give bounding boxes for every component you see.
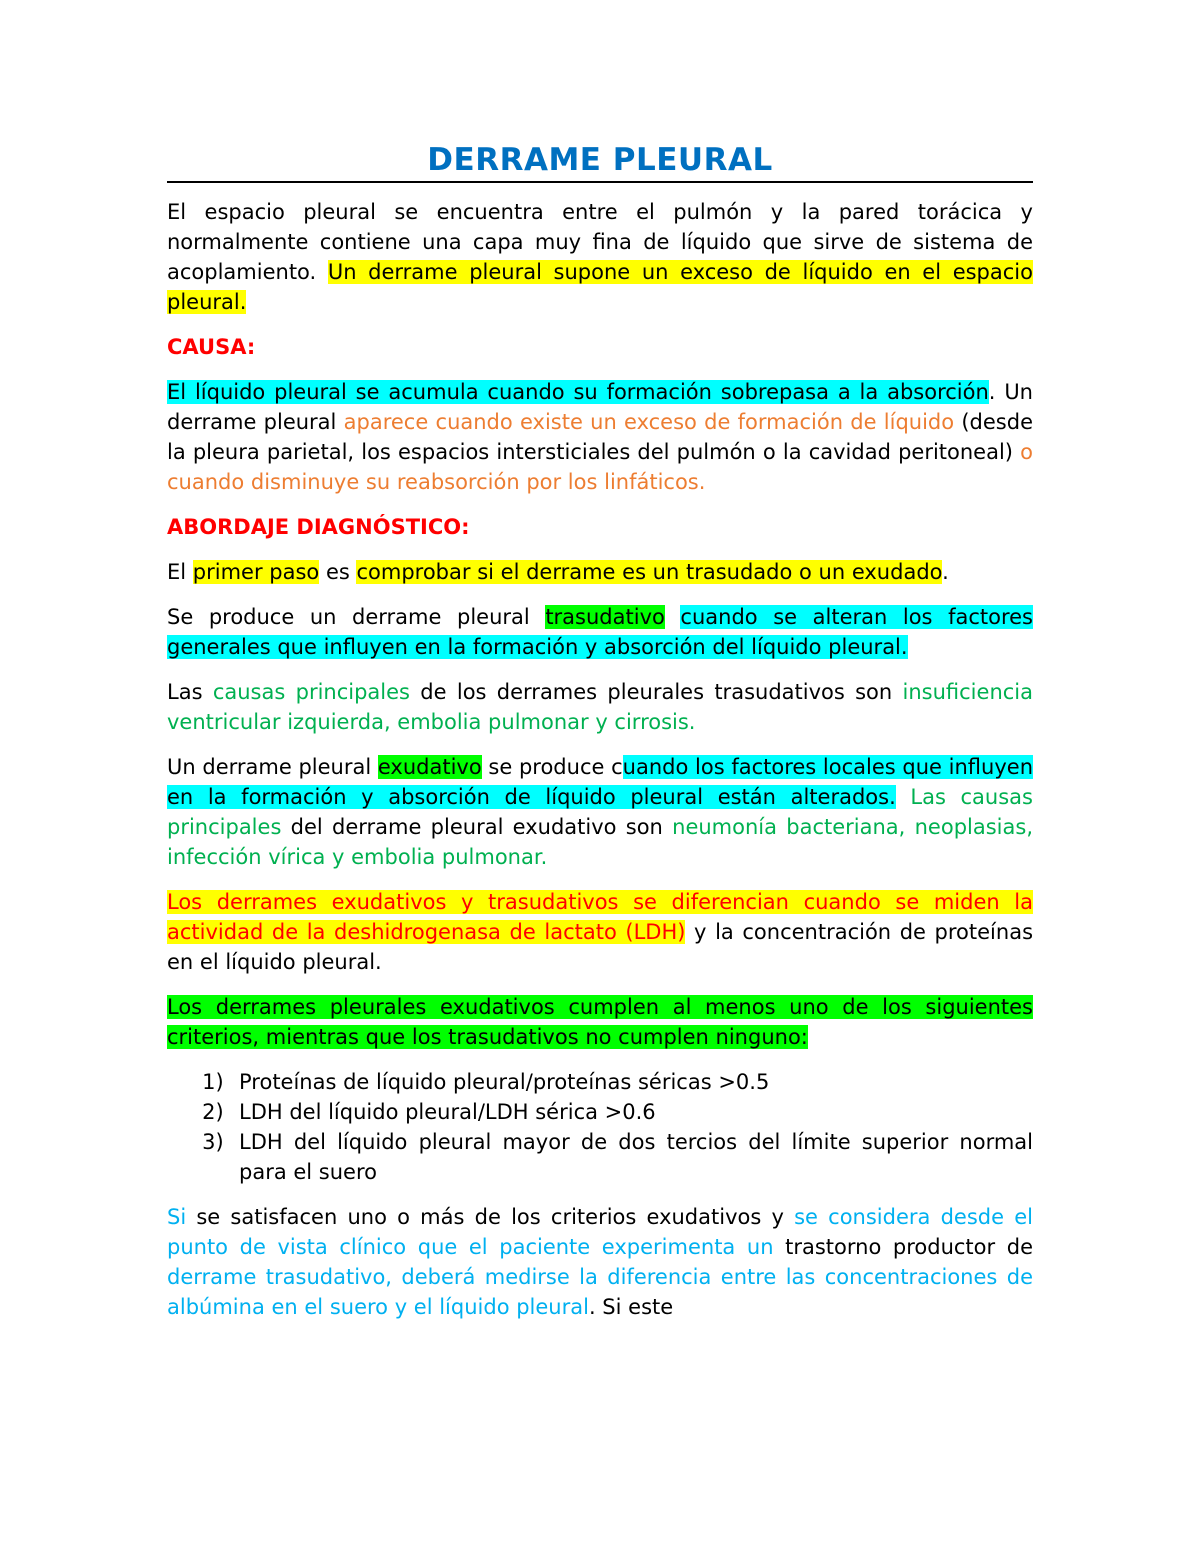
primer-text-1: El: [167, 560, 193, 584]
heading-causa: CAUSA:: [167, 335, 256, 359]
exudativo-space: [896, 785, 911, 809]
albumina-text-1: se satisfacen uno o más de los criterios exudativos y: [186, 1205, 795, 1229]
paragraph-causa: [167, 377, 1033, 497]
paragraph-albumina: [167, 1202, 1033, 1322]
list-item: 2. LDH del líquido pleural/LDH sérica >0.6: [237, 1097, 1033, 1127]
exudativo-text-1: Un derrame pleural: [167, 755, 378, 779]
paragraph-trasudativo: [167, 602, 1033, 662]
primer-text-2: es: [319, 560, 357, 584]
criterios-highlight: Los derrames pleurales exudativos cumplen al menos uno de los siguientes criterios, mientras que los trasudativos no cumplen ninguno:: [167, 995, 1033, 1049]
ldh-text: y la concentración de proteínas en el líquido pleural.: [167, 920, 1034, 974]
primer-text-3: .: [942, 560, 949, 584]
trasudativo-highlight: trasudativo: [545, 605, 665, 629]
document-title: DERRAME PLEURAL: [167, 140, 1033, 183]
paragraph-exudativo: [167, 752, 1033, 872]
intro-highlight: Un derrame pleural supone un exceso de líquido en el espacio pleural.: [167, 260, 1033, 314]
trasudativo-cyan: cuando se alteran los factores generales que influyen en la formación y absorción del líquido pleural.: [167, 605, 1033, 659]
paragraph-intro: [167, 197, 1033, 317]
albumina-blue-3: derrame trasudativo, deberá medirse la diferencia entre las concentraciones de albúmina en el suero y el líquido pleural: [167, 1265, 1033, 1319]
paragraph-ldh: [167, 887, 1033, 977]
paragraph-criterios: [167, 992, 1033, 1052]
causa-orange-2: o cuando disminuye su reabsorción por los linfáticos.: [167, 440, 1033, 494]
primer-highlight-1: primer paso: [192, 560, 320, 584]
exudativo-cyan: uando los factores locales que influyen en la formación y absorción de líquido pleural están alterados.: [167, 755, 1033, 809]
trasudativo-text-1: Se produce un derrame pleural: [167, 605, 546, 629]
causas-t-green-1: causas principales: [212, 680, 410, 704]
causas-t-text-2: de los derrames pleurales trasudativos son: [410, 680, 903, 704]
albumina-text-3: . Si este: [588, 1295, 674, 1319]
primer-highlight-2: comprobar si el derrame es un trasudado o un exudado: [356, 560, 943, 584]
exudativo-text-3: del derrame pleural exudativo son: [281, 815, 673, 839]
list-item: 3. LDH del líquido pleural mayor de dos tercios del límite superior normal para el suero: [237, 1127, 1033, 1187]
criteria-list: [167, 1067, 1033, 1187]
albumina-blue-2: se considera desde el punto de vista clínico que el paciente experimenta un: [167, 1205, 1033, 1259]
causa-highlight: El líquido pleural se acumula cuando su formación sobrepasa a la absorción: [167, 380, 989, 404]
exudativo-green-2: neumonía bacteriana, neoplasias, infección vírica y embolia pulmonar.: [167, 815, 1033, 869]
albumina-text-2: trastorno productor de: [773, 1235, 1033, 1259]
exudativo-text-2: se produce c: [481, 755, 623, 779]
list-item: 1. Proteínas de líquido pleural/proteínas séricas >0.5: [237, 1067, 1033, 1097]
exudativo-green-1: Las causas principales: [167, 785, 1033, 839]
causas-t-green-2: insuficiencia ventricular izquierda, embolia pulmonar y cirrosis.: [167, 680, 1033, 734]
ldh-highlight: Los derrames exudativos y trasudativos se diferencian cuando se miden la actividad de la deshidrogenasa de lactato (LDH): [167, 890, 1033, 944]
paragraph-causas-trasudativos: [167, 677, 1033, 737]
causa-text-1: . Un derrame pleural: [167, 380, 1033, 434]
trasudativo-space: [665, 605, 681, 629]
intro-text: El espacio pleural se encuentra entre el pulmón y la pared torácica y normalmente contiene una capa muy fina de líquido que sirve de sistema de acoplamiento.: [167, 200, 1033, 284]
causa-text-2: (desde la pleura parietal, los espacios intersticiales del pulmón o la cavidad peritoneal): [167, 410, 1033, 464]
albumina-blue-1: Si: [167, 1205, 187, 1229]
paragraph-primer-paso: [167, 557, 1033, 587]
document-page: [167, 140, 1033, 1337]
causas-t-text-1: Las: [167, 680, 213, 704]
causa-orange-1: aparece cuando existe un exceso de formación de líquido: [343, 410, 955, 434]
exudativo-highlight: exudativo: [377, 755, 482, 779]
heading-abordaje: ABORDAJE DIAGNÓSTICO:: [167, 515, 470, 539]
